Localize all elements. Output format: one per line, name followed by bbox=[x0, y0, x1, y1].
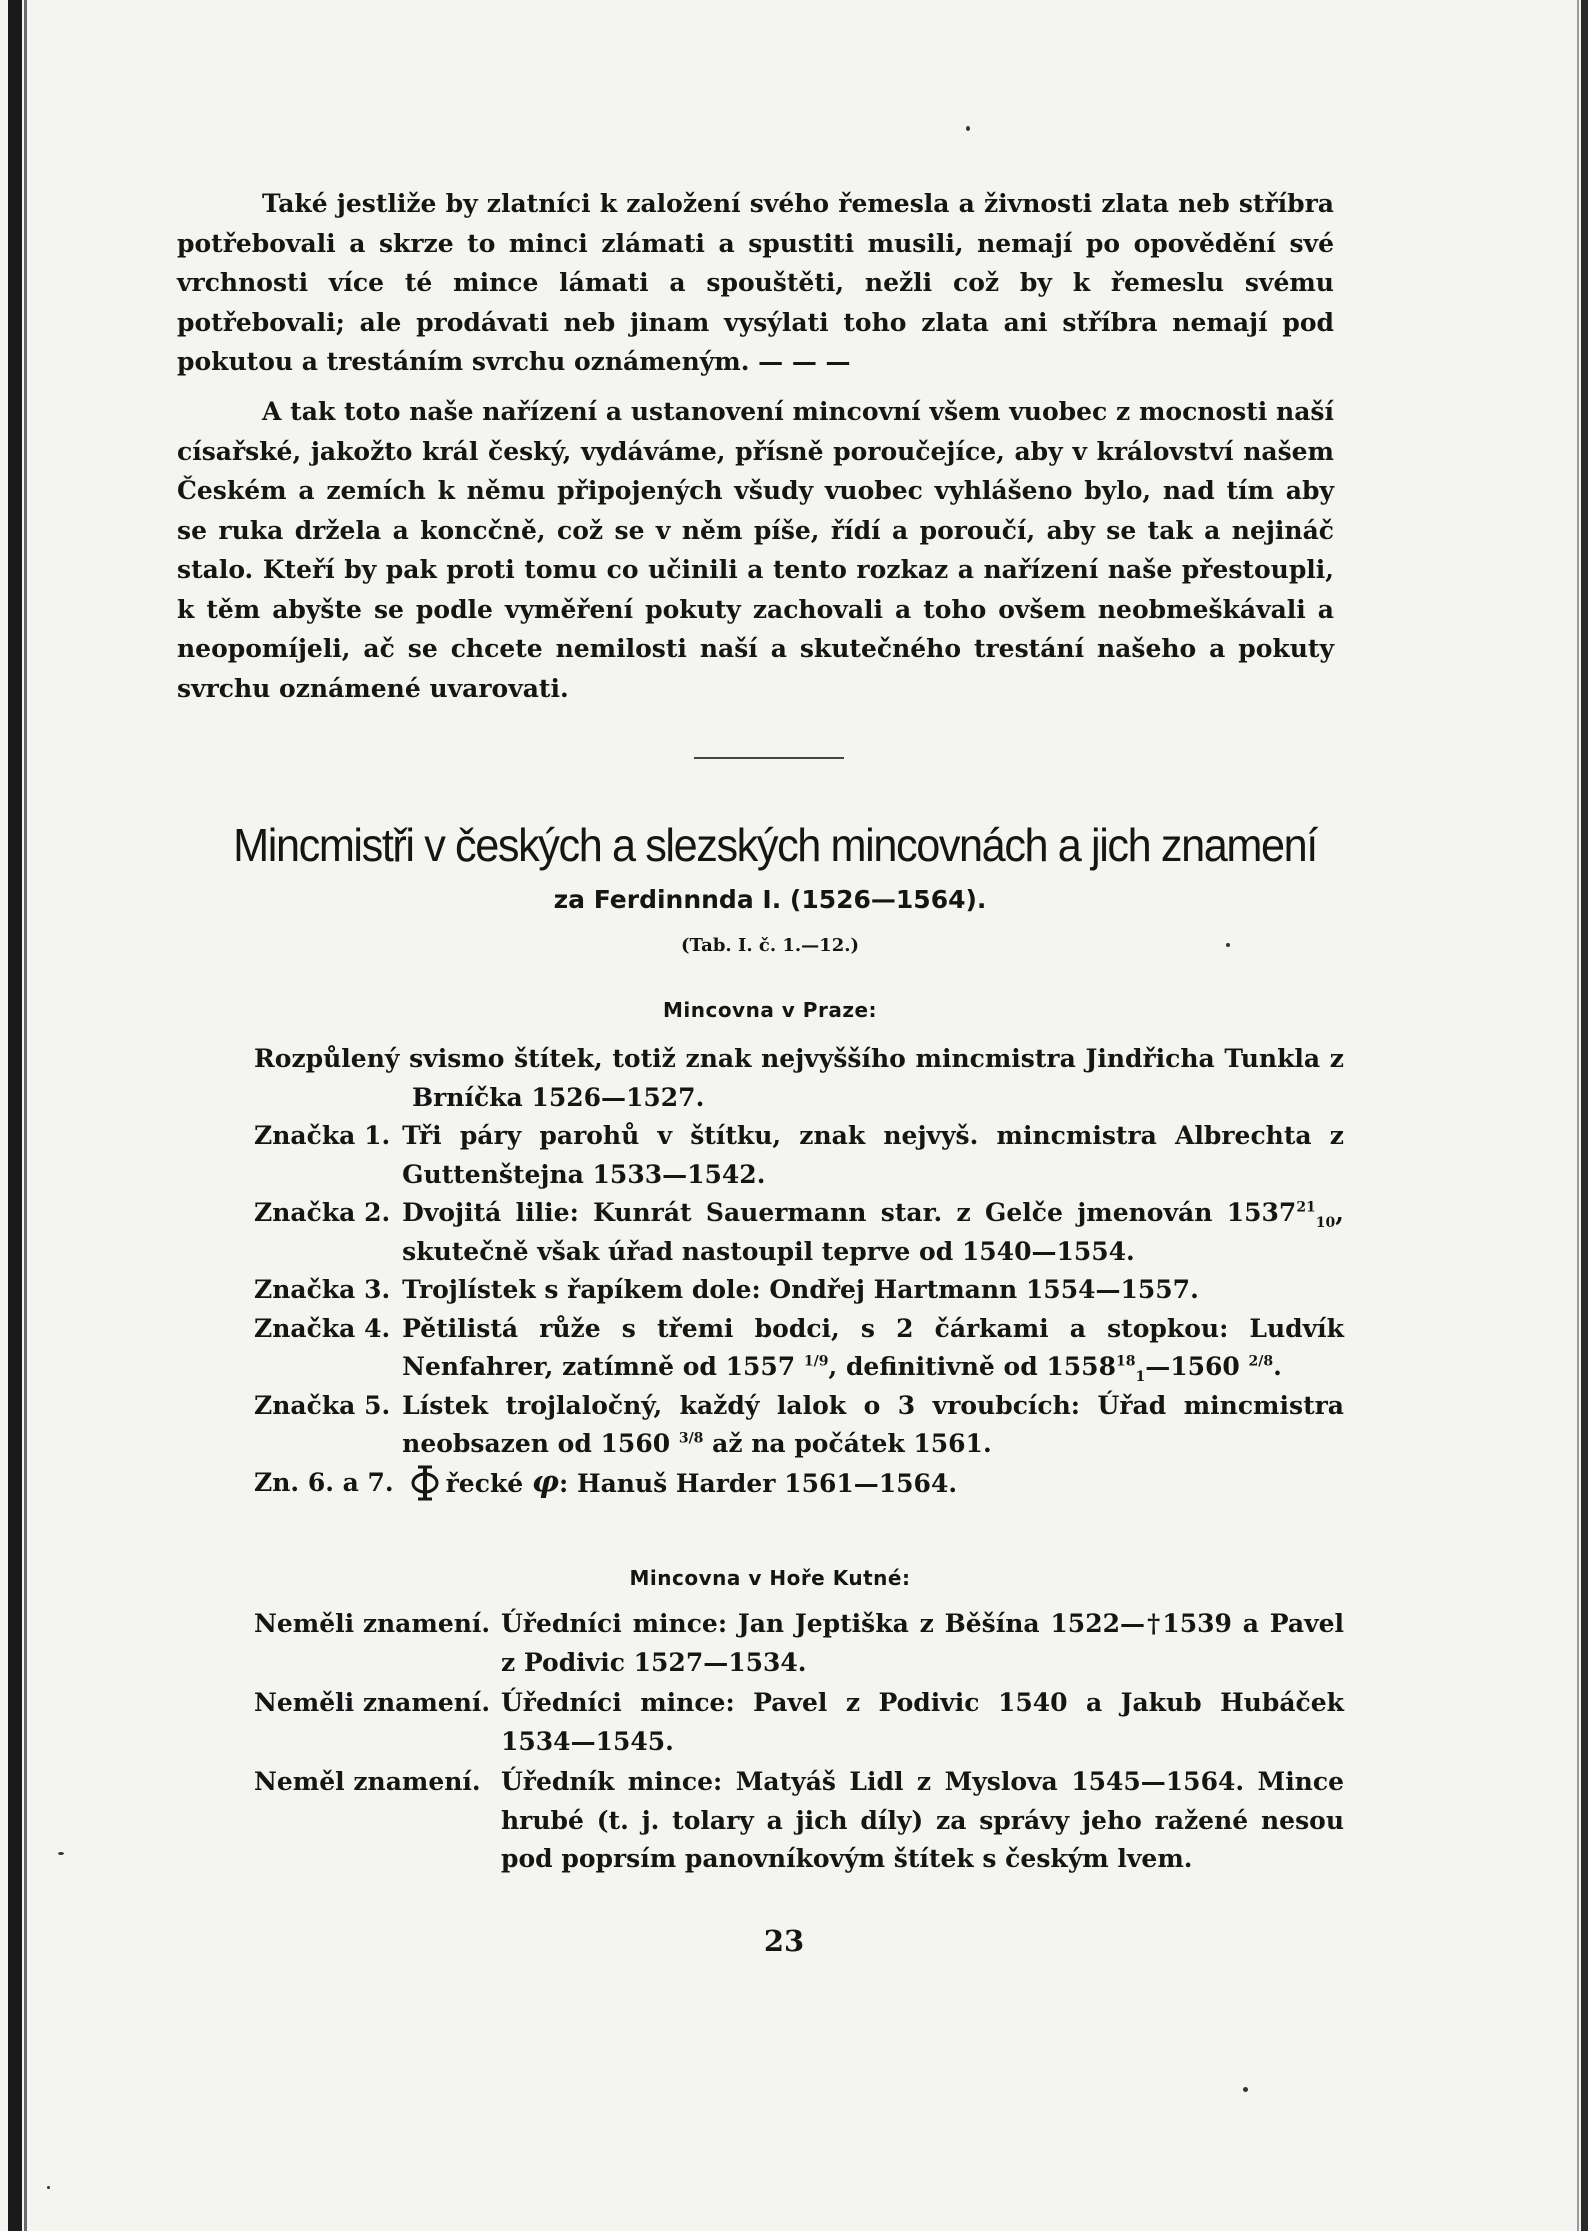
list-item bbox=[254, 1310, 1344, 1387]
page-title: Mincmistři v českých a slezských mincovnách a jich znamení bbox=[233, 819, 1317, 871]
entry-text: Úředníci mince: Pavel z Podivic 1540 a Jakub Hubáček 1534—1545. bbox=[501, 1688, 1344, 1756]
list-item bbox=[254, 1464, 1344, 1504]
section-heading-kutna-hora: Mincovna v Hoře Kutné: bbox=[629, 1566, 911, 1590]
speck bbox=[58, 1852, 64, 1855]
table-reference: (Tab. I. č. 1.—12.) bbox=[680, 935, 860, 956]
entry-label: Neměl znamení. bbox=[254, 1767, 481, 1796]
entry-text bbox=[406, 1464, 1344, 1504]
entry-text bbox=[402, 1387, 1344, 1464]
speck bbox=[1226, 943, 1230, 947]
entry-text bbox=[402, 1194, 1344, 1271]
list-item bbox=[254, 1271, 1344, 1310]
entry-text-part: až na počátek 1561. bbox=[703, 1429, 992, 1458]
list-item bbox=[254, 1194, 1344, 1271]
entry-text: Úředníci mince: Jan Jeptiška z Běšína 1522—†1539 a Pavel z Podivic 1527—1534. bbox=[501, 1609, 1344, 1677]
entry-label: Značka 3. bbox=[254, 1275, 391, 1304]
entry-text: Úředník mince: Matyáš Lidl z Myslova 1545—1564. Mince hrubé (t. j. tolary a jich díly) za správy jeho ražené nesou pod poprsím panovníkovým štítek s českým lvem. bbox=[501, 1767, 1344, 1873]
superscript: 18 bbox=[1115, 1353, 1136, 1370]
paragraph-1-text: Také jestliže by zlatníci k založení svého řemesla a živnosti zlata neb stříbra potřebovali a skrze to minci zlámati a spustiti musili, nemají po opovědění své vrchnosti více té mince lámati a spouštěti, nežli což by k řemeslu svému potřebovali; ale prodávati neb jinam vysýlati toho zlata ani stříbra nemají pod pokutou a trestáním svrchu oznámeným. — — — bbox=[177, 189, 1334, 376]
paragraph-1 bbox=[177, 184, 1334, 382]
scan-edge-right-line bbox=[1577, 0, 1579, 2231]
entry-label: Značka 4. bbox=[254, 1313, 391, 1343]
entry-text-part: : Hanuš Harder 1561—1564. bbox=[559, 1468, 958, 1498]
binding-edge-left-line bbox=[24, 0, 27, 2231]
section-divider bbox=[694, 757, 844, 759]
entry-label: Neměli znamení. bbox=[254, 1688, 491, 1717]
entry-label: Značka 5. bbox=[254, 1390, 391, 1420]
entry-text-part: . bbox=[1273, 1352, 1282, 1381]
prague-entries bbox=[254, 1040, 1344, 1503]
binding-edge-left bbox=[8, 0, 22, 2231]
entry-text: Tři páry parohů v štítku, znak nejvyš. mincmistra Albrechta z Guttenštejna 1533—1542. bbox=[402, 1121, 1344, 1189]
entry-text-part: , skutečně však úřad nastoupil teprve od 1540—1554. bbox=[402, 1198, 1344, 1266]
fraction: 3/8 bbox=[678, 1430, 704, 1447]
entry-label: Zn. 6. a 7. bbox=[254, 1467, 394, 1497]
paragraph-2 bbox=[177, 392, 1334, 708]
entry-label: Neměli znamení. bbox=[254, 1609, 491, 1638]
entry-text-part: —1560 bbox=[1145, 1352, 1240, 1381]
scan-edge-right bbox=[1581, 0, 1588, 2231]
paragraph-2-text: A tak toto naše nařízení a ustanovení mincovní všem vuobec z mocnosti naší císařské, jakožto král český, vydáváme, přísně poroučejíce, aby v království našem Českém a zemích k němu připojených všudy vuobec vyhlášeno bylo, nad tím aby se ruka držela a koncčně, což se v něm píše, řídí a poroučí, aby se tak a nejináč stalo. Kteří by pak proti tomu co učinili a tento rozkaz a nařízení naše přestoupli, k těm abyšte se podle vyměření pokuty zachovali a toho ovšem neobmeškávali a neopomíjeli, ač se chcete nemilosti naší a skutečného trestání našeho a pokuty svrchu oznámené uvarovati. bbox=[177, 397, 1334, 703]
entry-text-part: Dvojitá lilie: Kunrát Sauermann star. z Gelče jmenován 1537 bbox=[402, 1198, 1297, 1227]
list-item bbox=[254, 1387, 1344, 1464]
entry-text-part: řecké bbox=[445, 1468, 524, 1498]
speck bbox=[966, 126, 970, 131]
entry-text-part: Lístek trojlaločný, každý lalok o 3 vroubcích: Úřad mincmistra neobsazen od 1560 bbox=[402, 1390, 1344, 1458]
fraction: 2/8 bbox=[1248, 1353, 1274, 1370]
kutna-entries bbox=[254, 1605, 1344, 1881]
page-subtitle: za Ferdinnnda I. (1526—1564). bbox=[553, 885, 987, 914]
section-heading-prague: Mincovna v Praze: bbox=[662, 998, 878, 1022]
subscript: 10 bbox=[1315, 1215, 1336, 1231]
speck bbox=[1243, 2087, 1248, 2092]
speck bbox=[47, 2186, 50, 2189]
entry-label: Značka 1. bbox=[254, 1121, 391, 1150]
superscript: 21 bbox=[1296, 1199, 1316, 1216]
list-item bbox=[254, 1684, 1344, 1761]
page-number: 23 bbox=[763, 1924, 805, 1958]
list-item bbox=[254, 1605, 1344, 1682]
entry-text-part: Pětilistá růže s třemi bodci, s 2 čárkami a stopkou: Ludvík Nenfahrer, zatímně od 1557 bbox=[402, 1313, 1344, 1381]
subscript: 1 bbox=[1135, 1369, 1146, 1385]
list-item bbox=[254, 1117, 1344, 1194]
entry-text bbox=[402, 1310, 1344, 1387]
entry-text-part: , definitivně od 1558 bbox=[828, 1352, 1116, 1381]
fraction: 1/9 bbox=[803, 1353, 829, 1370]
prague-first-entry: Rozpůlený svismo štítek, totiž znak nejvyššího mincmistra Jindřicha Tunkla z Brníčka 1526—1527. bbox=[254, 1044, 1344, 1112]
mint-mark-symbol-icon bbox=[410, 1464, 440, 1502]
greek-phi: φ bbox=[531, 1464, 560, 1500]
entry-text: Trojlístek s řapíkem dole: Ondřej Hartmann 1554—1557. bbox=[402, 1275, 1199, 1304]
list-item bbox=[254, 1763, 1344, 1879]
entry-label: Značka 2. bbox=[254, 1198, 391, 1227]
